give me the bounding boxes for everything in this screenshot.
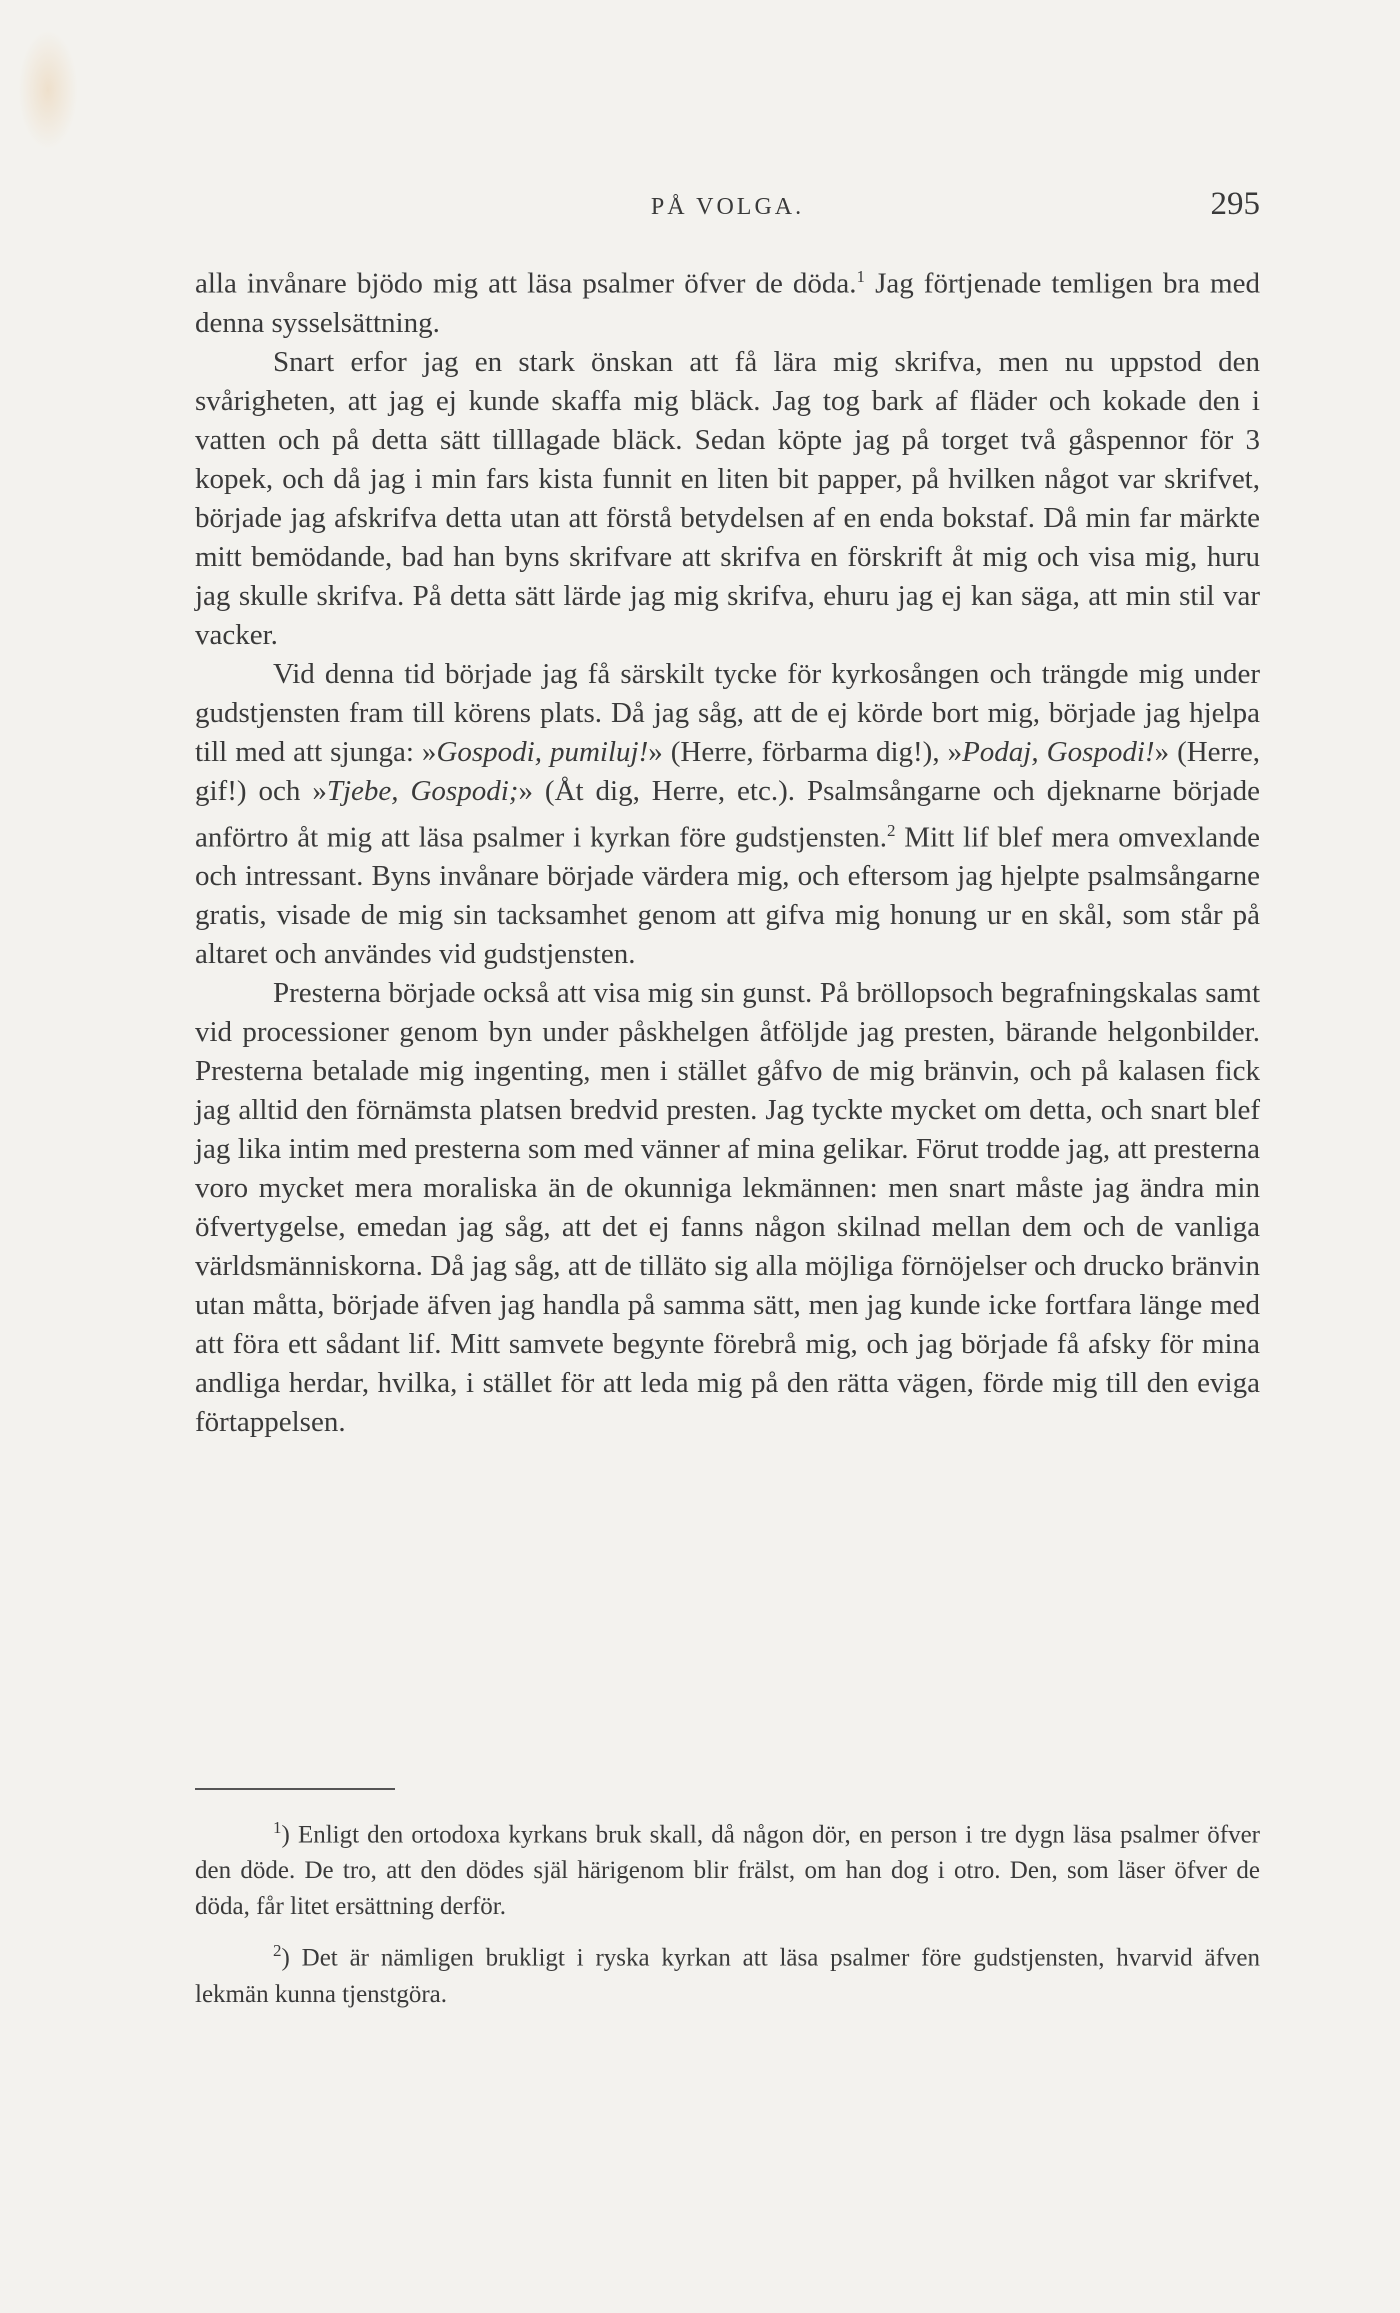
page-number: 295 [1210,186,1260,222]
text-run: Mitt lif blef mera omvexlande och intressant. Byns invånare började värdera mig, och eftersom jag hjelpte psalmsångarne gratis, visade de mig sin tacksamhet genom att gifva mig honung ur en skål, som står på altaret och användes vid gudstjensten. [195,821,1260,971]
footnote-1 [195,1810,1260,1925]
main-text [195,257,1260,1442]
footnote-mark: 2 [273,1941,282,1961]
footnote-2 [195,1933,1260,2012]
italic-phrase: Gospodi, pumiluj! [436,735,649,768]
text-run: Vid denna tid började jag få särskilt tycke för kyrkosången och trängde mig under gudstjensten fram till körens plats. Då jag såg, att de ej körde bort mig, började jag hjelpa till med att sjunga: » [195,657,1260,768]
footnote-text: ) Enligt den ortodoxa kyrkans bruk skall, då någon dör, en person i tre dygn läsa psalmer öfver den döde. De tro, att den dödes själ härigenom blir frälst, om han dog i otro. Den, som läser öfver de döda, får litet ersättning derför. [195,1821,1260,1921]
italic-phrase: Podaj, Gospodi! [962,735,1155,768]
footnote-ref-1: 1 [856,267,866,286]
text-run: » (Åt dig, Herre, etc.). Psalmsångarne och djeknarne började anförtro åt mig att läsa psalmer i kyrkan före gudstjensten. [195,774,1260,854]
footnote-text: ) Det är nämligen brukligt i ryska kyrkan att läsa psalmer före gudstjensten, hvarvid äfven lekmän kunna tjenstgöra. [195,1944,1260,2008]
footnotes [195,1810,1260,2021]
page-header [195,186,1260,234]
paragraph-4 [195,974,1260,1442]
paragraph-2 [195,343,1260,655]
text-run: Snart erfor jag en stark önskan att få lära mig skrifva, men nu uppstod den svårigheten, att jag ej kunde skaffa mig bläck. Jag tog bark af fläder och kokade den i vatten och på detta sätt tilllagade bläck. Sedan köpte jag på torget två gåspennor för 3 kopek, och då jag i min fars kista funnit en liten bit papper, på hvilken något var skrifvet, började jag afskrifva detta utan att förstå betydelsen af en enda bokstaf. Då min far märkte mitt bemödande, bad han byns skrifvare att skrifva en förskrift åt mig och visa mig, huru jag skulle skrifva. På detta sätt lärde jag mig skrifva, ehuru jag ej kan säga, att min stil var vacker. [195,345,1260,651]
text-run: alla invånare bjödo mig att läsa psalmer öfver de döda. [195,267,857,300]
paragraph-1 [195,257,1260,343]
paper-stain [18,30,78,150]
text-run: » (Herre, förbarma dig!), » [648,735,963,768]
italic-phrase: Tjebe, Gospodi; [326,774,519,807]
running-head: PÅ VOLGA. [650,194,805,220]
footnote-rule [195,1788,395,1790]
footnote-ref-2: 2 [887,820,896,840]
text-run: Presterna började också att visa mig sin gunst. På bröllopsoch begrafningskalas samt vid processioner genom byn under påskhelgen åtföljde jag presten, bärande helgonbilder. Presterna betalade mig ingenting, men i stället gåfvo de mig bränvin, och på kalasen fick jag alltid den förnämsta platsen bredvid presten. Jag tyckte mycket om detta, och snart blef jag lika intim med presterna som med vänner af mina gelikar. Förut trodde jag, att presterna voro mycket mera moraliska än de okunniga lekmännen: men snart måste jag ändra min öfvertygelse, emedan jag såg, att det ej fanns någon skilnad mellan dem och de vanliga världsmänniskorna. Då jag såg, att de tilläto sig alla möjliga förnöjelser och drucko bränvin utan måtta, började äfven jag handla på samma sätt, men jag kunde icke fortfara länge med att föra ett sådant lif. Mitt samvete begynte förebrå mig, och jag började få afsky för mina andliga herdar, hvilka, i stället för att leda mig på den rätta vägen, förde mig till den eviga förtappelsen. [195,977,1260,1439]
text-run: Jag förtjenade temligen bra med denna sysselsättning. [195,267,1260,339]
footnote-mark: 1 [273,1818,282,1837]
text-run: » (Herre, gif!) och » [195,735,1260,807]
paragraph-3 [195,655,1260,975]
